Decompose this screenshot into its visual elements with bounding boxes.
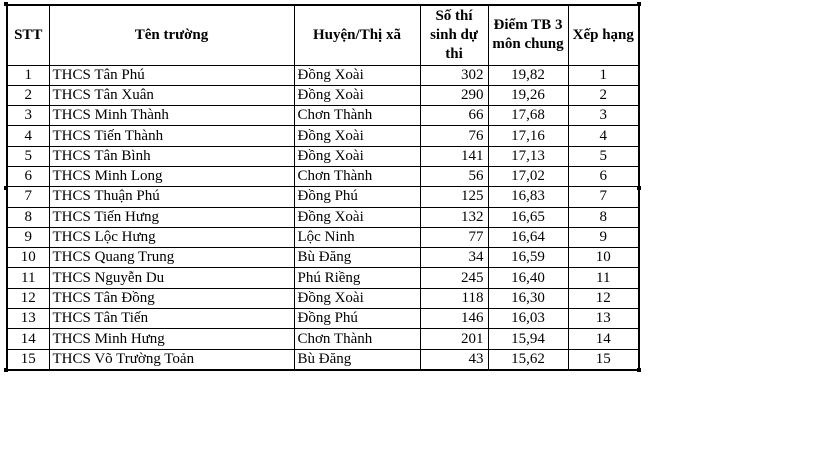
table-row: [7, 65, 639, 85]
cell-district: Bù Đăng: [294, 248, 420, 268]
cell-district: Chơn Thành: [294, 329, 420, 349]
cell-district: Đồng Xoài: [294, 65, 420, 85]
table-row: [7, 227, 639, 247]
cell-avg-score: 19,82: [488, 65, 568, 85]
table-row: [7, 166, 639, 186]
cell-candidates: 66: [420, 106, 488, 126]
cell-rank: 4: [568, 126, 639, 146]
header-rank: Xếp hạng: [568, 5, 639, 65]
table-row: [7, 126, 639, 146]
cell-rank: 5: [568, 146, 639, 166]
cell-rank: 15: [568, 349, 639, 370]
cell-avg-score: 19,26: [488, 85, 568, 105]
cell-avg-score: 15,94: [488, 329, 568, 349]
cell-district: Đồng Phú: [294, 187, 420, 207]
table-row: [7, 329, 639, 349]
cell-school: THCS Minh Long: [49, 166, 294, 186]
selection-handle[interactable]: [4, 368, 8, 372]
cell-rank: 1: [568, 65, 639, 85]
cell-candidates: 56: [420, 166, 488, 186]
cell-school: THCS Nguyễn Du: [49, 268, 294, 288]
cell-district: Đồng Xoài: [294, 207, 420, 227]
cell-stt: 12: [7, 288, 49, 308]
cell-district: Đồng Xoài: [294, 126, 420, 146]
cell-candidates: 77: [420, 227, 488, 247]
cell-avg-score: 17,02: [488, 166, 568, 186]
cell-avg-score: 16,40: [488, 268, 568, 288]
selection-handle[interactable]: [4, 186, 8, 190]
cell-school: THCS Minh Thành: [49, 106, 294, 126]
cell-district: Phú Riềng: [294, 268, 420, 288]
school-ranking-table: [6, 4, 640, 371]
cell-stt: 2: [7, 85, 49, 105]
cell-stt: 15: [7, 349, 49, 370]
cell-avg-score: 16,30: [488, 288, 568, 308]
header-candidates: Số thí sinh dự thi: [420, 5, 488, 65]
cell-stt: 6: [7, 166, 49, 186]
cell-candidates: 125: [420, 187, 488, 207]
table-row: [7, 268, 639, 288]
cell-candidates: 290: [420, 85, 488, 105]
table-row: [7, 349, 639, 370]
cell-stt: 10: [7, 248, 49, 268]
cell-rank: 9: [568, 227, 639, 247]
cell-district: Đồng Xoài: [294, 85, 420, 105]
selection-handle[interactable]: [4, 2, 8, 6]
cell-candidates: 302: [420, 65, 488, 85]
cell-candidates: 132: [420, 207, 488, 227]
header-avg-score: Điểm TB 3 môn chung: [488, 5, 568, 65]
cell-avg-score: 17,68: [488, 106, 568, 126]
cell-district: Bù Đăng: [294, 349, 420, 370]
cell-candidates: 245: [420, 268, 488, 288]
cell-rank: 13: [568, 309, 639, 329]
table-row: [7, 187, 639, 207]
cell-avg-score: 16,83: [488, 187, 568, 207]
cell-rank: 8: [568, 207, 639, 227]
cell-candidates: 76: [420, 126, 488, 146]
selection-handle[interactable]: [637, 186, 641, 190]
cell-avg-score: 16,64: [488, 227, 568, 247]
cell-school: THCS Tiến Thành: [49, 126, 294, 146]
cell-district: Chơn Thành: [294, 166, 420, 186]
cell-school: THCS Quang Trung: [49, 248, 294, 268]
table-row: [7, 288, 639, 308]
cell-candidates: 146: [420, 309, 488, 329]
table-row: [7, 309, 639, 329]
cell-rank: 2: [568, 85, 639, 105]
cell-rank: 7: [568, 187, 639, 207]
cell-school: THCS Tân Xuân: [49, 85, 294, 105]
selection-handle[interactable]: [637, 2, 641, 6]
cell-school: THCS Tân Phú: [49, 65, 294, 85]
selection-handle[interactable]: [637, 368, 641, 372]
cell-avg-score: 15,62: [488, 349, 568, 370]
cell-avg-score: 16,65: [488, 207, 568, 227]
cell-stt: 13: [7, 309, 49, 329]
cell-school: THCS Minh Hưng: [49, 329, 294, 349]
cell-avg-score: 16,59: [488, 248, 568, 268]
cell-candidates: 201: [420, 329, 488, 349]
cell-rank: 3: [568, 106, 639, 126]
cell-school: THCS Thuận Phú: [49, 187, 294, 207]
cell-school: THCS Tân Tiến: [49, 309, 294, 329]
table-row: [7, 207, 639, 227]
cell-stt: 5: [7, 146, 49, 166]
cell-avg-score: 17,16: [488, 126, 568, 146]
cell-district: Đồng Phú: [294, 309, 420, 329]
cell-avg-score: 17,13: [488, 146, 568, 166]
cell-stt: 9: [7, 227, 49, 247]
cell-school: THCS Tân Đồng: [49, 288, 294, 308]
cell-candidates: 34: [420, 248, 488, 268]
cell-stt: 3: [7, 106, 49, 126]
cell-rank: 10: [568, 248, 639, 268]
header-row: [7, 5, 639, 65]
cell-stt: 8: [7, 207, 49, 227]
cell-stt: 1: [7, 65, 49, 85]
cell-rank: 12: [568, 288, 639, 308]
cell-stt: 14: [7, 329, 49, 349]
cell-rank: 11: [568, 268, 639, 288]
header-district: Huyện/Thị xã: [294, 5, 420, 65]
table-row: [7, 85, 639, 105]
cell-school: THCS Tiến Hưng: [49, 207, 294, 227]
header-stt: STT: [7, 5, 49, 65]
header-school: Tên trường: [49, 5, 294, 65]
cell-rank: 6: [568, 166, 639, 186]
cell-school: THCS Tân Bình: [49, 146, 294, 166]
table-row: [7, 106, 639, 126]
cell-district: Lộc Ninh: [294, 227, 420, 247]
cell-district: Đồng Xoài: [294, 146, 420, 166]
table-row: [7, 146, 639, 166]
cell-stt: 7: [7, 187, 49, 207]
cell-avg-score: 16,03: [488, 309, 568, 329]
cell-candidates: 118: [420, 288, 488, 308]
cell-school: THCS Võ Trường Toản: [49, 349, 294, 370]
cell-school: THCS Lộc Hưng: [49, 227, 294, 247]
ranking-table-container: [6, 4, 640, 371]
cell-stt: 11: [7, 268, 49, 288]
cell-district: Chơn Thành: [294, 106, 420, 126]
cell-rank: 14: [568, 329, 639, 349]
cell-candidates: 141: [420, 146, 488, 166]
table-row: [7, 248, 639, 268]
cell-district: Đồng Xoài: [294, 288, 420, 308]
cell-candidates: 43: [420, 349, 488, 370]
cell-stt: 4: [7, 126, 49, 146]
